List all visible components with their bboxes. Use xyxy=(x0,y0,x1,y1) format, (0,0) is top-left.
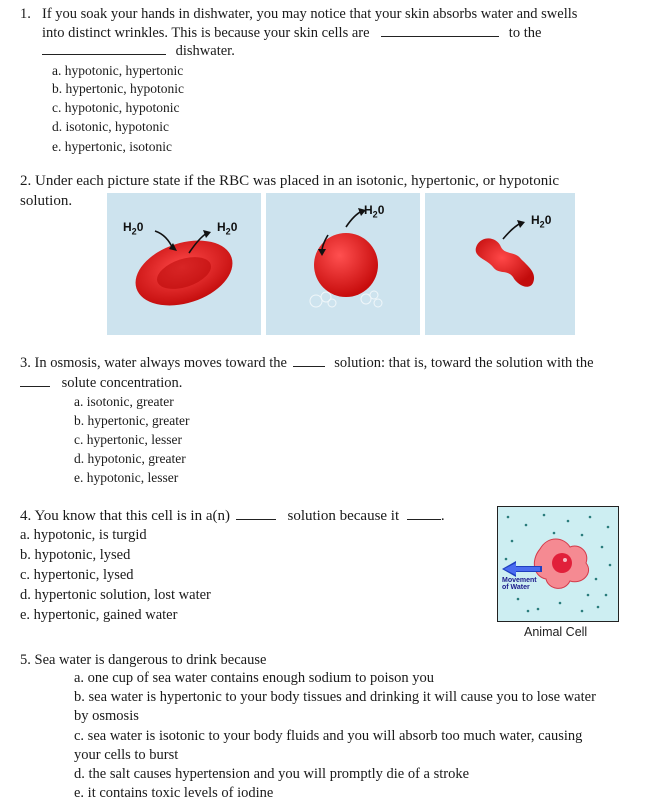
q3-option-e[interactable]: e. hypotonic, lesser xyxy=(74,470,179,485)
rbc-swollen-image xyxy=(266,193,420,335)
q3-option-b[interactable]: b. hypertonic, greater xyxy=(74,413,190,428)
rbc-normal-image xyxy=(107,193,261,335)
animal-cell-caption: Animal Cell xyxy=(524,625,588,639)
q4-option-b[interactable]: b. hypotonic, lysed xyxy=(20,547,131,563)
q2-text-line1: 2. Under each picture state if the RBC was placed in an isotonic, hypertonic, or hypotonic xyxy=(20,173,560,189)
q4-option-a[interactable]: a. hypotonic, is turgid xyxy=(20,527,147,543)
movement-label-line1: Movement xyxy=(502,577,537,584)
q1-blank-2[interactable] xyxy=(42,42,166,55)
q2-text-line2: solution. xyxy=(20,193,73,209)
q3-text-line1-a: 3. In osmosis, water always moves toward the xyxy=(20,355,287,371)
q4-option-e[interactable]: e. hypertonic, gained water xyxy=(20,607,178,623)
q1-text-line2-b: to the xyxy=(508,25,542,41)
q1-text-line2 xyxy=(42,24,541,42)
q1-option-a[interactable]: a. hypotonic, hypertonic xyxy=(52,63,184,78)
q1-text-line2-a: into distinct wrinkles. This is because your skin cells are xyxy=(42,25,370,41)
q3-text-line2-words: solute concentration. xyxy=(61,375,183,391)
q1-text-line3 xyxy=(42,42,235,60)
animal-cell-figure xyxy=(497,506,619,622)
q1-option-e[interactable]: e. hypertonic, isotonic xyxy=(52,139,172,154)
q5-option-e[interactable]: e. it contains toxic levels of iodine xyxy=(74,785,274,801)
movement-label-line2: of Water xyxy=(502,584,530,591)
q1-text-line1: If you soak your hands in dishwater, you may notice that your skin absorbs water and swells xyxy=(42,6,578,22)
q5-option-c[interactable]: c. sea water is isotonic to your body fluids and you will absorb too much water, causing xyxy=(74,728,583,744)
q3-text-line1 xyxy=(20,354,594,372)
q5-option-d[interactable]: d. the salt causes hypertension and you will promptly die of a stroke xyxy=(74,766,470,782)
q4-option-c[interactable]: c. hypertonic, lysed xyxy=(20,567,134,583)
q4-blank-1[interactable] xyxy=(236,507,276,520)
q1-text-line3-word: dishwater. xyxy=(175,43,235,59)
h2o-label-1b: $H_20$ xyxy=(217,220,238,237)
q1-option-b[interactable]: b. hypertonic, hypotonic xyxy=(52,81,184,96)
q5-option-b[interactable]: b. sea water is hypertonic to your body tissues and drinking it will cause you to lose water xyxy=(74,689,596,705)
q3-text-line1-b: solution: that is, toward the solution with the xyxy=(334,355,594,371)
q4-text-line1 xyxy=(20,507,445,525)
q4-blank-2[interactable] xyxy=(407,507,441,520)
q5-option-a[interactable]: a. one cup of sea water contains enough sodium to poison you xyxy=(74,670,435,686)
q4-text-line1-a: 4. You know that this cell is in a(n) xyxy=(20,508,230,524)
rbc-panel-2 xyxy=(266,193,420,335)
q1-option-c[interactable]: c. hypotonic, hypotonic xyxy=(52,100,180,115)
h2o-label-1a: $H_20$ xyxy=(123,220,144,237)
movement-of-water-label xyxy=(502,577,537,591)
q1-number: 1. xyxy=(20,6,31,22)
q3-option-d[interactable]: d. hypotonic, greater xyxy=(74,451,186,466)
h2o-label-2: $H_20$ xyxy=(364,203,385,220)
q5-option-b-cont[interactable]: by osmosis xyxy=(74,708,139,724)
q3-option-c[interactable]: c. hypertonic, lesser xyxy=(74,432,182,447)
h2o-label-3: $H_20$ xyxy=(531,213,552,230)
animal-cell-image xyxy=(498,507,618,621)
q3-option-a[interactable]: a. isotonic, greater xyxy=(74,394,174,409)
q3-blank-2[interactable] xyxy=(20,374,50,387)
q4-text-line1-b: solution because it xyxy=(287,508,400,524)
q1-blank-1[interactable] xyxy=(381,24,499,37)
rbc-panel-3 xyxy=(425,193,575,335)
q4-option-d[interactable]: d. hypertonic solution, lost water xyxy=(20,587,211,603)
q5-option-c-cont[interactable]: your cells to burst xyxy=(74,747,179,763)
rbc-shrunken-image xyxy=(425,193,575,335)
q3-blank-1[interactable] xyxy=(293,354,325,367)
rbc-panel-1 xyxy=(107,193,261,335)
q4-period: . xyxy=(440,508,445,524)
q1-option-d[interactable]: d. isotonic, hypotonic xyxy=(52,119,169,134)
q3-text-line2 xyxy=(20,374,182,392)
q5-text-line1: 5. Sea water is dangerous to drink because xyxy=(20,652,267,668)
